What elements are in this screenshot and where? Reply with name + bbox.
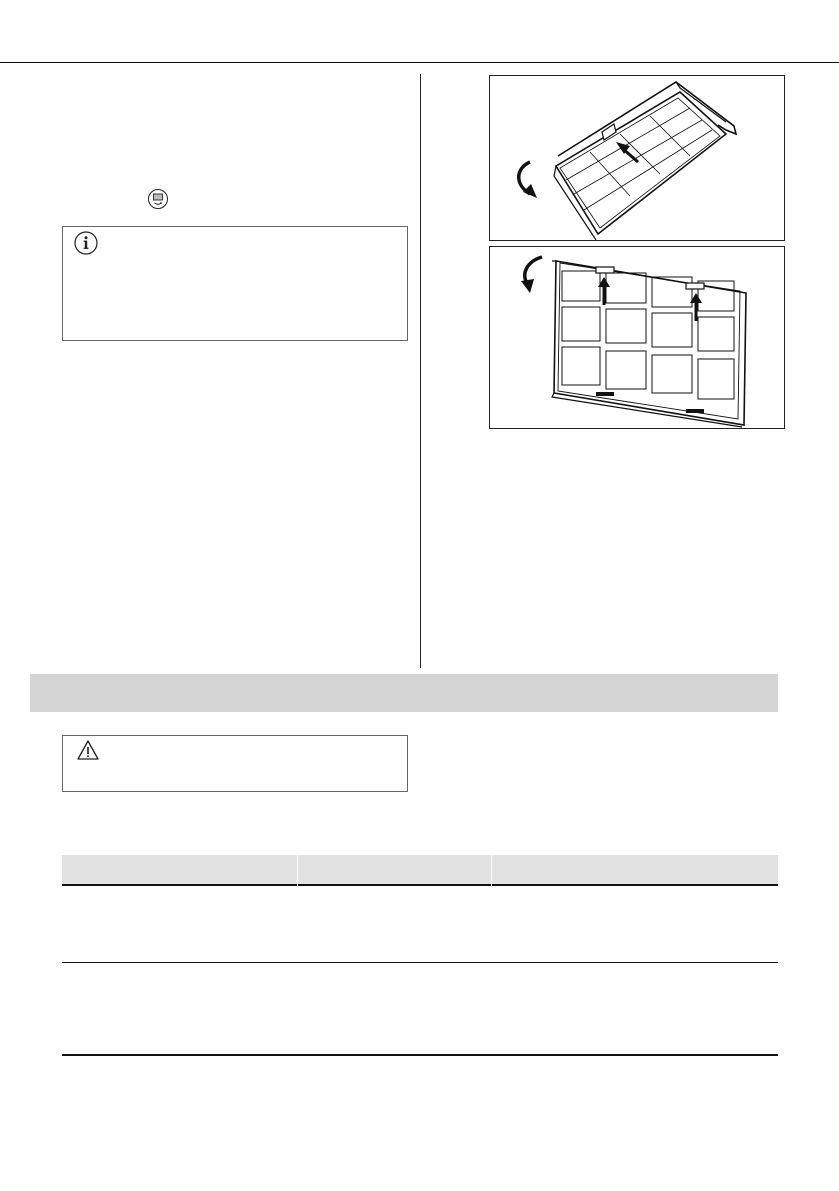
info-icon	[73, 230, 99, 256]
filter-reset-icon	[147, 188, 169, 210]
warning-triangle-icon	[76, 739, 100, 761]
table-header	[62, 855, 778, 886]
table-header-divider	[491, 855, 492, 886]
header-rule	[0, 62, 839, 63]
filter-grid-rotate-illustration	[489, 246, 785, 429]
table-bottom-rule	[62, 1054, 778, 1056]
rotate-arrow-icon	[521, 257, 542, 293]
warning-box	[62, 735, 408, 792]
rotate-arrow-icon	[519, 162, 537, 198]
column-divider	[420, 74, 421, 668]
filter-rotate-down-illustration	[489, 75, 785, 241]
section-header-band	[30, 674, 778, 712]
info-note-box	[62, 226, 408, 341]
table-header-divider	[297, 855, 298, 886]
table-row-separator	[62, 962, 778, 963]
